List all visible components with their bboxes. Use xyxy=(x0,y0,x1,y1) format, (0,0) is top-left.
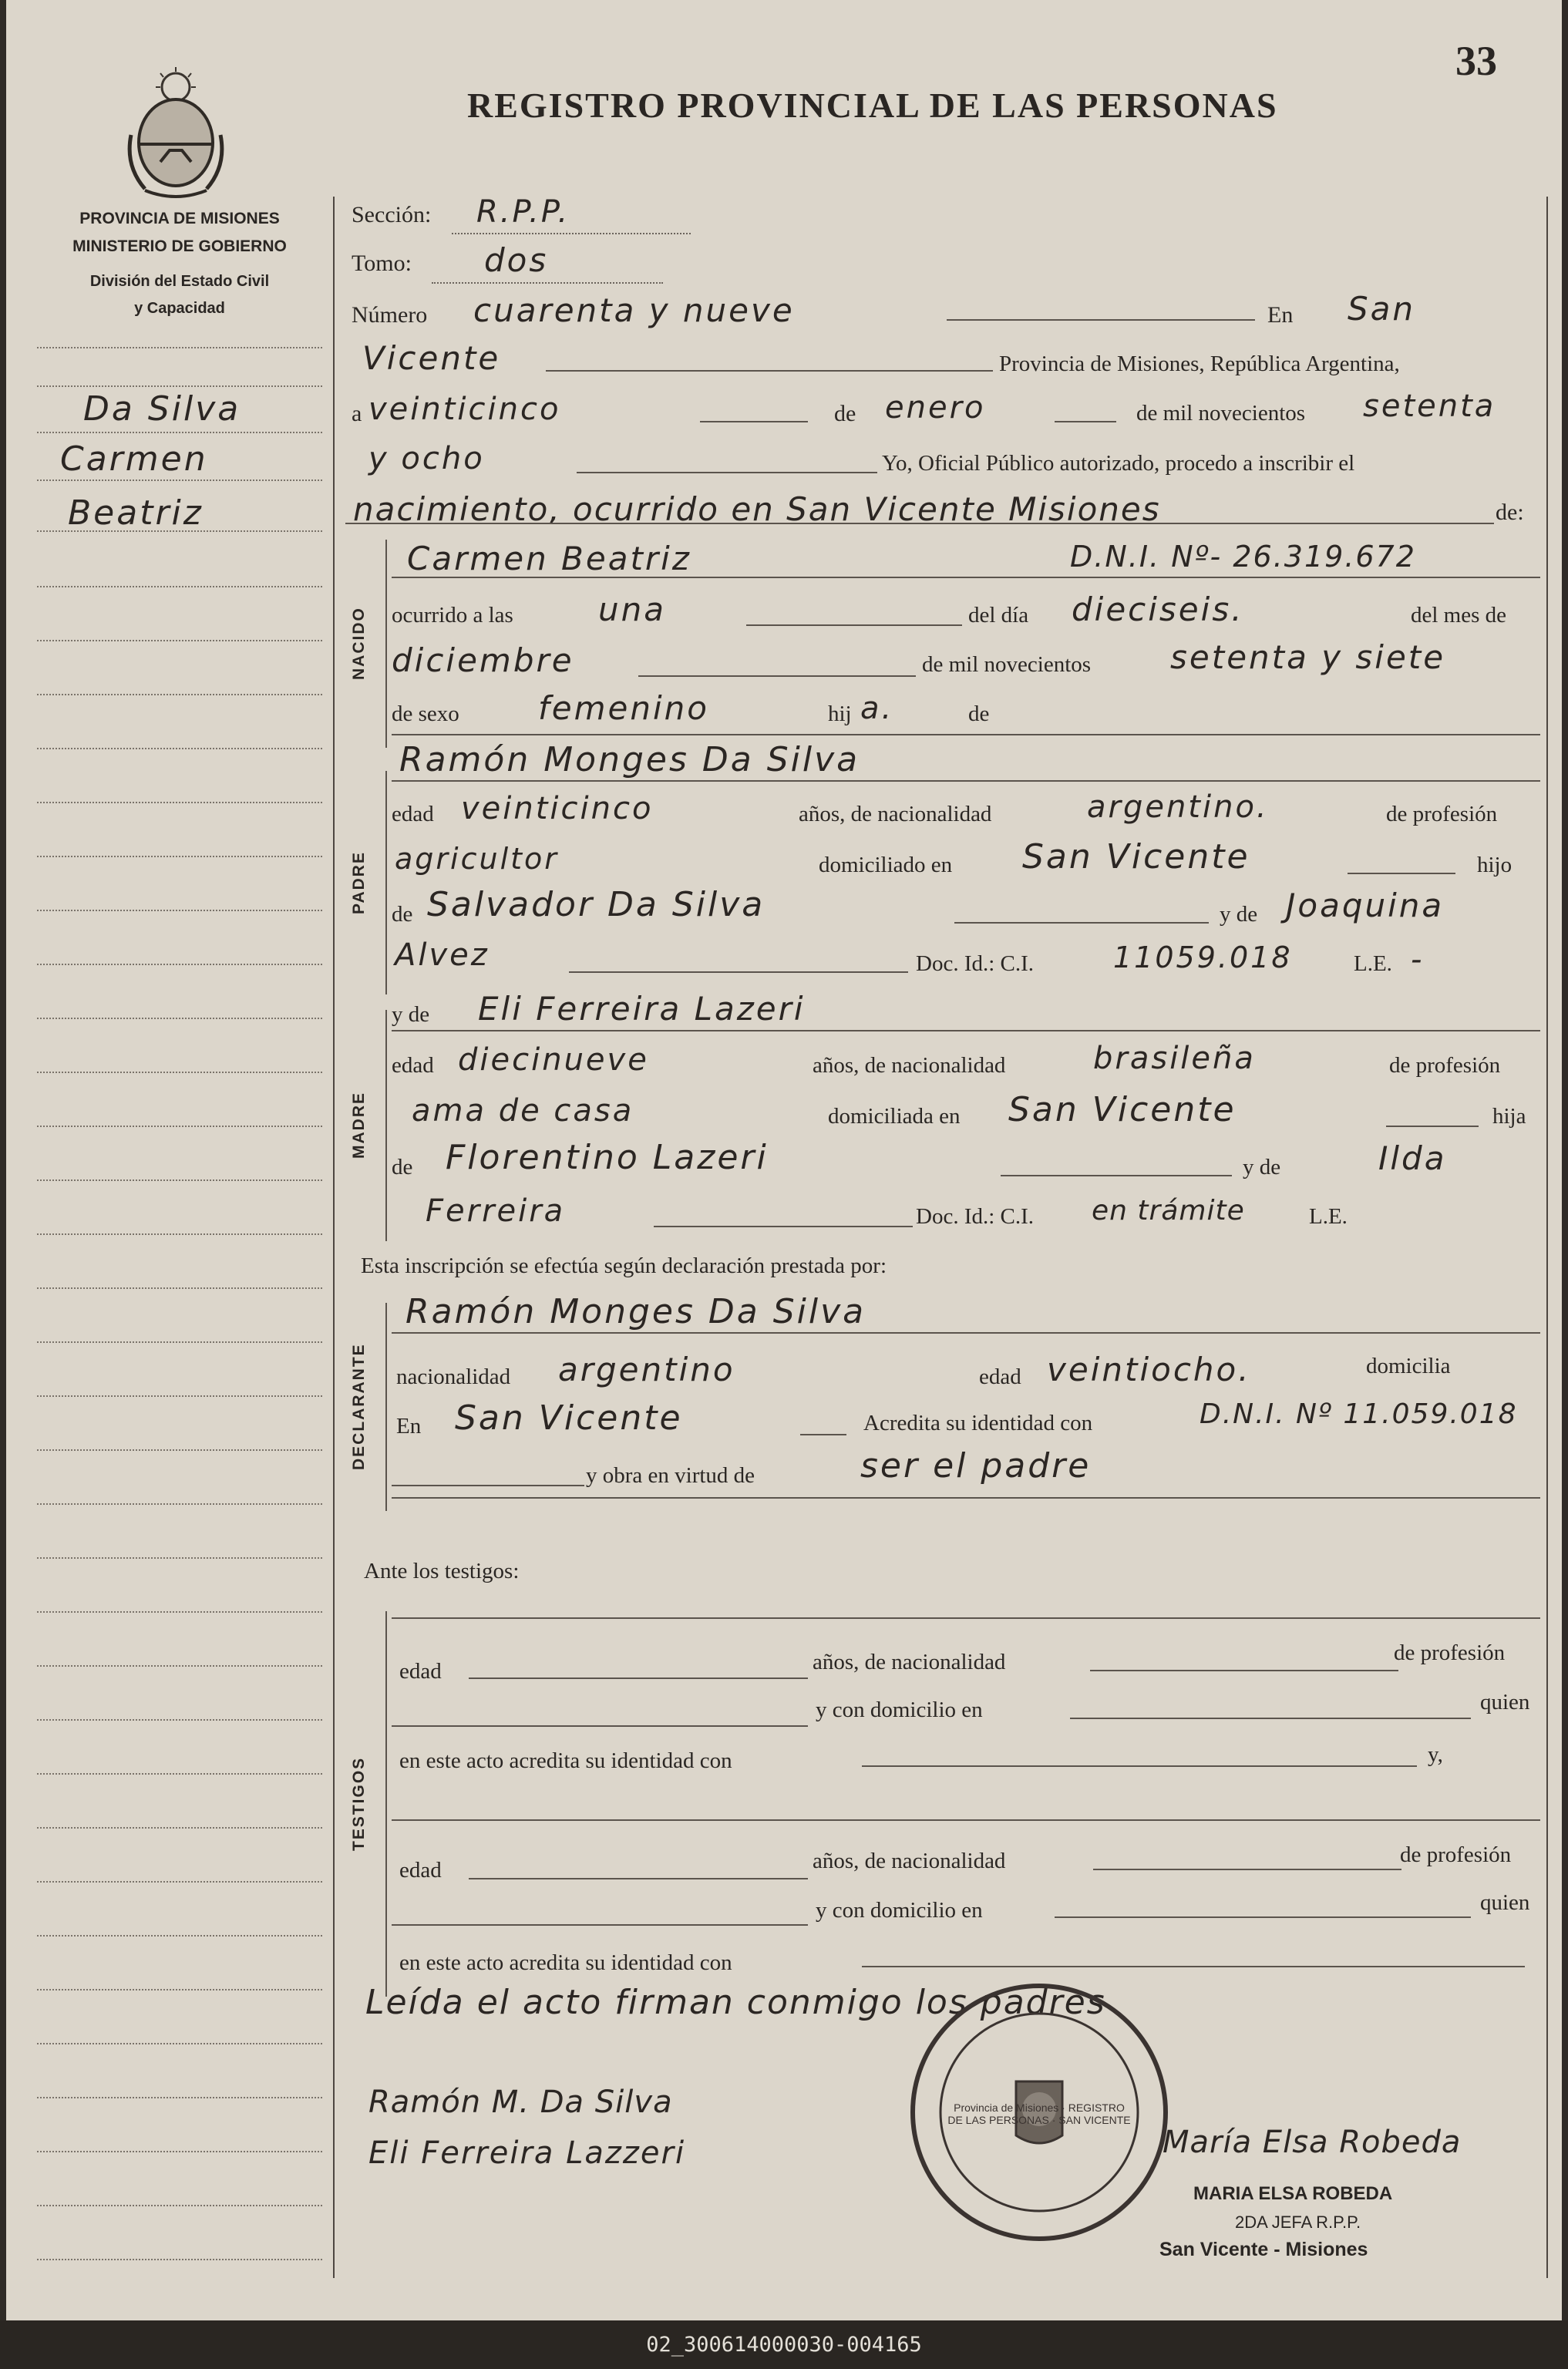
decl-en-label: En xyxy=(396,1414,422,1439)
padre-padre-value: Salvador Da Silva xyxy=(427,885,765,924)
padre-madre-value-2: Alvez xyxy=(395,937,490,973)
testigos-section-label: TESTIGOS xyxy=(350,1756,368,1852)
decl-nac-label: nacionalidad xyxy=(396,1365,511,1389)
de-mil-label: de mil novecientos xyxy=(1136,401,1306,426)
hij-label: hij xyxy=(828,702,852,726)
t2-quien-label: quien xyxy=(1480,1890,1530,1915)
madre-prof-value: ama de casa xyxy=(412,1093,634,1129)
padre-nombre-value: Ramón Monges Da Silva xyxy=(399,740,860,779)
padre-edad-value: veinticinco xyxy=(461,791,654,826)
madre-edad-label: edad xyxy=(392,1053,434,1078)
madre-padre-value: Florentino Lazeri xyxy=(446,1138,769,1177)
padre-doc-label: Doc. Id.: C.I. xyxy=(916,951,1035,976)
anio-nac-value: setenta y siete xyxy=(1170,638,1446,676)
madre-doc-label: Doc. Id.: C.I. xyxy=(916,1204,1035,1229)
nombre-value: Carmen Beatriz xyxy=(407,540,691,577)
sexo-label: de sexo xyxy=(392,702,459,726)
tomo-value: dos xyxy=(484,241,549,279)
madre-signature: Eli Ferreira Lazzeri xyxy=(368,2135,686,2171)
en-value: San xyxy=(1348,290,1416,328)
madre-le-label: L.E. xyxy=(1309,1204,1348,1229)
decl-domicilia-label: domicilia xyxy=(1366,1354,1451,1378)
decl-obra-label: y obra en virtud de xyxy=(586,1463,755,1488)
padre-y-de-label: y de xyxy=(1220,902,1258,927)
stamp-text: Provincia de Misiones · REGISTRO DE LAS PERSONAS · SAN VICENTE xyxy=(947,2101,1131,2126)
numero-label: Número xyxy=(352,302,428,328)
madre-nac-label: años, de nacionalidad xyxy=(813,1053,1006,1078)
official-name: MARIA ELSA ROBEDA xyxy=(1193,2183,1393,2204)
padre-prof-value: agricultor xyxy=(395,842,559,876)
padre-nac-value: argentino. xyxy=(1087,789,1269,825)
lugar-cont-value: Vicente xyxy=(362,339,501,377)
form-right-border xyxy=(1546,197,1548,2278)
mes-value: enero xyxy=(885,390,986,426)
decl-edad-label: edad xyxy=(979,1365,1021,1389)
hora-value: una xyxy=(598,591,666,628)
padre-ci-value: 11059.018 xyxy=(1113,941,1293,974)
division-label-2: y Capacidad xyxy=(134,300,225,317)
document-page xyxy=(6,0,1562,2320)
padre-dom-value: San Vicente xyxy=(1022,837,1250,877)
t2-prof-label: de profesión xyxy=(1400,1842,1512,1867)
madre-dom-label: domiciliada en xyxy=(828,1104,961,1129)
padre-dom-label: domiciliado en xyxy=(819,853,953,877)
madre-hija-label: hija xyxy=(1492,1104,1526,1129)
madre-y-de-label: y de xyxy=(392,1002,430,1027)
madre-y-de-label-2: y de xyxy=(1243,1155,1281,1179)
de-colon-label: de: xyxy=(1496,500,1524,525)
madre-nac-value: brasileña xyxy=(1093,1041,1256,1076)
en-label: En xyxy=(1267,302,1294,328)
official-place: San Vicente - Misiones xyxy=(1159,2239,1368,2260)
madre-dom-value: San Vicente xyxy=(1008,1090,1237,1129)
padre-hijo-label: hijo xyxy=(1477,853,1512,877)
decl-edad-value: veintiocho. xyxy=(1047,1351,1251,1388)
padre-le-label: L.E. xyxy=(1354,951,1392,976)
madre-prof-label: de profesión xyxy=(1389,1053,1501,1078)
nacido-section-label: NACIDO xyxy=(350,607,368,681)
madre-ci-value: en trámite xyxy=(1092,1195,1245,1227)
leida-text: Leída el acto firman conmigo los padres xyxy=(365,1983,1106,2022)
decl-dom-value: San Vicente xyxy=(455,1398,683,1438)
seccion-value: R.P.P. xyxy=(476,194,570,230)
t1-y-label: y, xyxy=(1428,1742,1443,1767)
padre-de-label: de xyxy=(392,902,413,927)
decl-acredita-label: Acredita su identidad con xyxy=(863,1411,1093,1435)
ante-testigos-label: Ante los testigos: xyxy=(364,1559,520,1583)
de-mil-nov-label: de mil novecientos xyxy=(922,652,1092,677)
del-dia-label: del día xyxy=(968,603,1029,628)
provincia-label: Provincia de Misiones, República Argentina, xyxy=(999,352,1400,376)
madre-madre-value-2: Ferreira xyxy=(426,1193,566,1229)
t1-nac-label: años, de nacionalidad xyxy=(813,1650,1006,1674)
image-filename: 02_300614000030-004165 xyxy=(0,2320,1568,2369)
madre-nombre-value: Eli Ferreira Lazeri xyxy=(478,990,806,1028)
t2-dom-label: y con domicilio en xyxy=(816,1898,983,1923)
sexo-value: femenino xyxy=(538,689,709,727)
anio-value-2: y ocho xyxy=(368,441,485,476)
de-label: de xyxy=(834,401,856,426)
declarante-section-label: DECLARANTE xyxy=(350,1343,368,1471)
madre-edad-value: diecinueve xyxy=(458,1042,649,1078)
t2-edad-label: edad xyxy=(399,1858,442,1883)
padre-prof-label: de profesión xyxy=(1386,802,1498,826)
margin-second-name: Beatriz xyxy=(68,493,204,533)
tomo-label: Tomo: xyxy=(352,251,412,276)
dia-nac-value: dieciseis. xyxy=(1072,591,1244,628)
t1-prof-label: de profesión xyxy=(1394,1640,1506,1665)
inscripcion-label: Esta inscripción se efectúa según declaración prestada por: xyxy=(361,1253,887,1278)
padre-signature: Ramón M. Da Silva xyxy=(368,2085,673,2120)
official-signature: María Elsa Robeda xyxy=(1163,2125,1462,2160)
official-title: 2DA JEFA R.P.P. xyxy=(1235,2213,1361,2232)
t2-nac-label: años, de nacionalidad xyxy=(813,1849,1006,1873)
margin-divider xyxy=(333,197,335,2278)
t2-acredita-label: en este acto acredita su identidad con xyxy=(399,1950,732,1975)
decl-nombre-value: Ramón Monges Da Silva xyxy=(405,1292,866,1331)
a-label: a xyxy=(352,401,362,426)
t1-quien-label: quien xyxy=(1480,1690,1530,1714)
mes-nac-value: diciembre xyxy=(392,641,574,679)
province-label: PROVINCIA DE MISIONES xyxy=(79,210,280,227)
madre-madre-value-1: Ilda xyxy=(1378,1139,1447,1177)
padre-nac-label: años, de nacionalidad xyxy=(799,802,992,826)
division-label-1: División del Estado Civil xyxy=(89,273,270,290)
padre-section-label: PADRE xyxy=(350,851,368,914)
de-label-2: de xyxy=(968,702,990,726)
madre-section-label: MADRE xyxy=(350,1092,368,1159)
decl-doc-value: D.N.I. Nº 11.059.018 xyxy=(1200,1398,1518,1430)
registry-title: REGISTRO PROVINCIAL DE LAS PERSONAS xyxy=(467,86,1278,125)
madre-de-label: de xyxy=(392,1155,413,1179)
coat-of-arms-icon xyxy=(122,66,230,204)
decl-nac-value: argentino xyxy=(558,1351,735,1388)
t1-acredita-label: en este acto acredita su identidad con xyxy=(399,1748,732,1773)
margin-first-name: Carmen xyxy=(60,439,208,479)
seccion-label: Sección: xyxy=(352,202,432,227)
yo-oficial-label: Yo, Oficial Público autorizado, procedo a inscribir el xyxy=(882,451,1355,476)
dia-value: veinticinco xyxy=(368,392,561,427)
t1-dom-label: y con domicilio en xyxy=(816,1698,983,1722)
hij-suffix: a. xyxy=(860,691,894,726)
padre-madre-value-1: Joaquina xyxy=(1286,887,1445,924)
numero-value: cuarenta y nueve xyxy=(473,291,795,329)
margin-surname: Da Silva xyxy=(83,389,241,429)
dni-value: D.N.I. Nº- 26.319.672 xyxy=(1070,540,1416,574)
decl-virtud-value: ser el padre xyxy=(860,1446,1092,1486)
del-mes-label: del mes de xyxy=(1411,603,1507,628)
page-number: 33 xyxy=(1455,38,1497,84)
t1-edad-label: edad xyxy=(399,1659,442,1684)
padre-edad-label: edad xyxy=(392,802,434,826)
anio-value-1: setenta xyxy=(1363,389,1496,424)
ocurrido-label: ocurrido a las xyxy=(392,603,513,628)
nacimiento-value: nacimiento, ocurrido en San Vicente Misiones xyxy=(353,490,1161,528)
padre-le-value: - xyxy=(1411,942,1425,978)
ministry-label: MINISTERIO DE GOBIERNO xyxy=(72,237,287,255)
